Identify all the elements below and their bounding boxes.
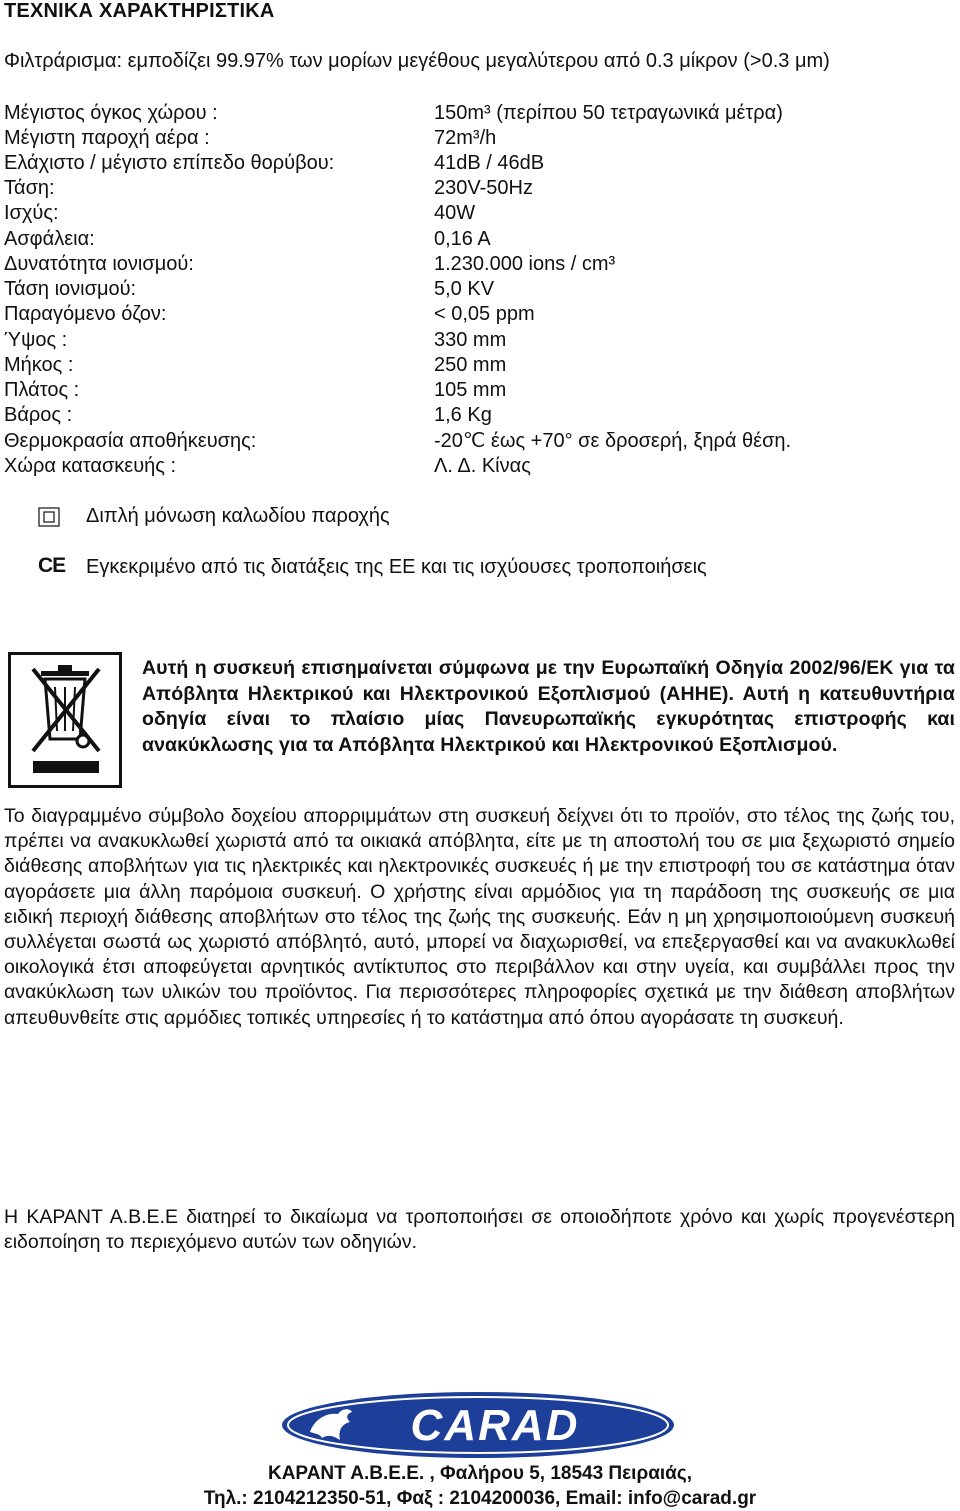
- spec-value: 330 mm: [434, 329, 507, 351]
- spec-value: 40W: [434, 202, 476, 224]
- filtration-line: Φιλτράρισμα: εμποδίζει 99.97% των μορίων μεγέθους μεγαλύτερου από 0.3 μίκρον (>0.3 μm): [4, 50, 830, 72]
- spec-label: Τάση:: [4, 177, 55, 199]
- logo-wordmark: CARAD: [410, 1401, 580, 1450]
- footer-contact: Τηλ.: 2104212350-51, Φαξ : 2104200036, Email: info@carad.gr: [203, 1488, 757, 1509]
- weee-symbol-box: [8, 652, 122, 788]
- spec-value: 1,6 Kg: [434, 404, 492, 426]
- spec-value: 41dB / 46dB: [434, 152, 545, 174]
- disposal-paragraph: Το διαγραμμένο σύμβολο δοχείου απορριμμάτων στη συσκευή δείχνει ότι το προϊόν, στο τέλος της ζωής του, πρέπει να ανακυκλωθεί χωριστά από τα οικιακά απόβλητα, είτε με τη αποστολή του σε μια ξεχωριστό σημείο διάθεσης αποβλήτων για τις ηλεκτρικές και ηλεκτρονικές συσκευές ή με την επιστροφή του σε κατάστημα όταν αγοράσετε μια άλλη παρόμοια συσκευή. Ο χρήστης είναι αρμόδιος για τη παράδοση της συσκευής σε μια ειδική περιοχή διάθεσης αποβλήτων στο τέλος της ζωής της συσκευής. Εάν η μη χρησιμοποιούμενη συσκευή συλλέγεται σωστά ως χωριστό απόβλητό, αυτό, μπορεί να διαχωρισθεί, να επεξεργασθεί και να ανακυκλωθεί οικολογικά έτσι αποφεύγεται αρνητικός αντίκτυπος στο περιβάλλον και στην υγεία, και συμβάλλει προς την ανακύκλωση των υλικών του προϊόντος. Για περισσότερες πληροφορίες σχετικά με την διάθεση αποβλήτων απευθυνθείτε στις αρμόδιες τοπικές υπηρεσίες ή το κατάστημα από όπου αγοράσατε τη συσκευή.: [4, 805, 955, 1029]
- spec-label: Μέγιστος όγκος χώρου :: [4, 102, 218, 124]
- spec-value: 230V-50Hz: [434, 177, 533, 199]
- spec-label: Ελάχιστο / μέγιστο επίπεδο θορύβου:: [4, 152, 335, 174]
- spec-label: Πλάτος :: [4, 379, 80, 401]
- spec-value: 0,16 A: [434, 228, 491, 250]
- spec-value: 250 mm: [434, 354, 507, 376]
- double-insulation-icon: [38, 507, 60, 527]
- document-title: ΤΕΧΝΙΚΑ ΧΑΡΑΚΤΗΡΙΣΤΙΚΑ: [4, 0, 275, 22]
- spec-label: Μέγιστη παροχή αέρα :: [4, 127, 210, 149]
- spec-label: Θερμοκρασία αποθήκευσης:: [4, 430, 257, 452]
- spec-label: Παραγόμενο όζον:: [4, 303, 167, 325]
- spec-value: 1.230.000 ions / cm³: [434, 253, 616, 275]
- carad-logo: [280, 1390, 676, 1460]
- spec-label: Ύψος :: [4, 329, 68, 351]
- ce-mark-icon: CE: [38, 554, 66, 577]
- ce-text: Εγκεκριμένο από τις διατάξεις της ΕΕ και τις ισχύουσες τροποποιήσεις: [86, 556, 707, 578]
- spec-value: 5,0 KV: [434, 278, 495, 300]
- footer-address: ΚΑΡΑΝΤ Α.Β.Ε.Ε. , Φαλήρου 5, 18543 Πειραιάς,: [267, 1463, 693, 1484]
- spec-label: Τάση ιονισμού:: [4, 278, 137, 300]
- rights-paragraph: Η ΚΑΡΑΝΤ Α.Β.Ε.Ε διατηρεί το δικαίωμα να τροποποιήσει σε οποιοδήποτε χρόνο και χωρίς προγενέστερη ειδοποίηση το περιεχόμενο αυτών των οδηγιών.: [4, 1206, 955, 1254]
- spec-label: Βάρος :: [4, 404, 73, 426]
- weee-notice: Αυτή η συσκευή επισημαίνεται σύμφωνα με την Ευρωπαϊκή Οδηγία 2002/96/ΕΚ για τα Απόβλητα Ηλεκτρικού και Ηλεκτρονικού Εξοπλισμού (ΑΗΗΕ). Αυτή η κατευθυντήρια οδηγία είναι το πλαίσιο μίας Πανευρωπαϊκής εγκυρότητας επιστροφής και ανακύκλωσης για τα Απόβλητα Ηλεκτρικού και Ηλεκτρονικού Εξοπλισμού.: [142, 657, 955, 756]
- spec-value: Λ. Δ. Κίνας: [434, 455, 531, 477]
- spec-label: Ασφάλεια:: [4, 228, 95, 250]
- spec-value: 72m³/h: [434, 127, 497, 149]
- carad-logo-icon: [280, 1390, 676, 1460]
- spec-label: Δυνατότητα ιονισμού:: [4, 253, 194, 275]
- spec-label: Χώρα κατασκευής :: [4, 455, 177, 477]
- spec-label: Μήκος :: [4, 354, 74, 376]
- spec-label: Ισχύς:: [4, 202, 59, 224]
- spec-value: < 0,05 ppm: [434, 303, 535, 325]
- crossed-bin-icon: [11, 655, 119, 785]
- spec-value: 105 mm: [434, 379, 507, 401]
- spec-value: 150m³ (περίπου 50 τετραγωνικά μέτρα): [434, 102, 783, 124]
- spec-value: -20℃ έως +70° σε δροσερή, ξηρά θέση.: [434, 430, 792, 452]
- insulation-text: Διπλή μόνωση καλωδίου παροχής: [86, 505, 390, 527]
